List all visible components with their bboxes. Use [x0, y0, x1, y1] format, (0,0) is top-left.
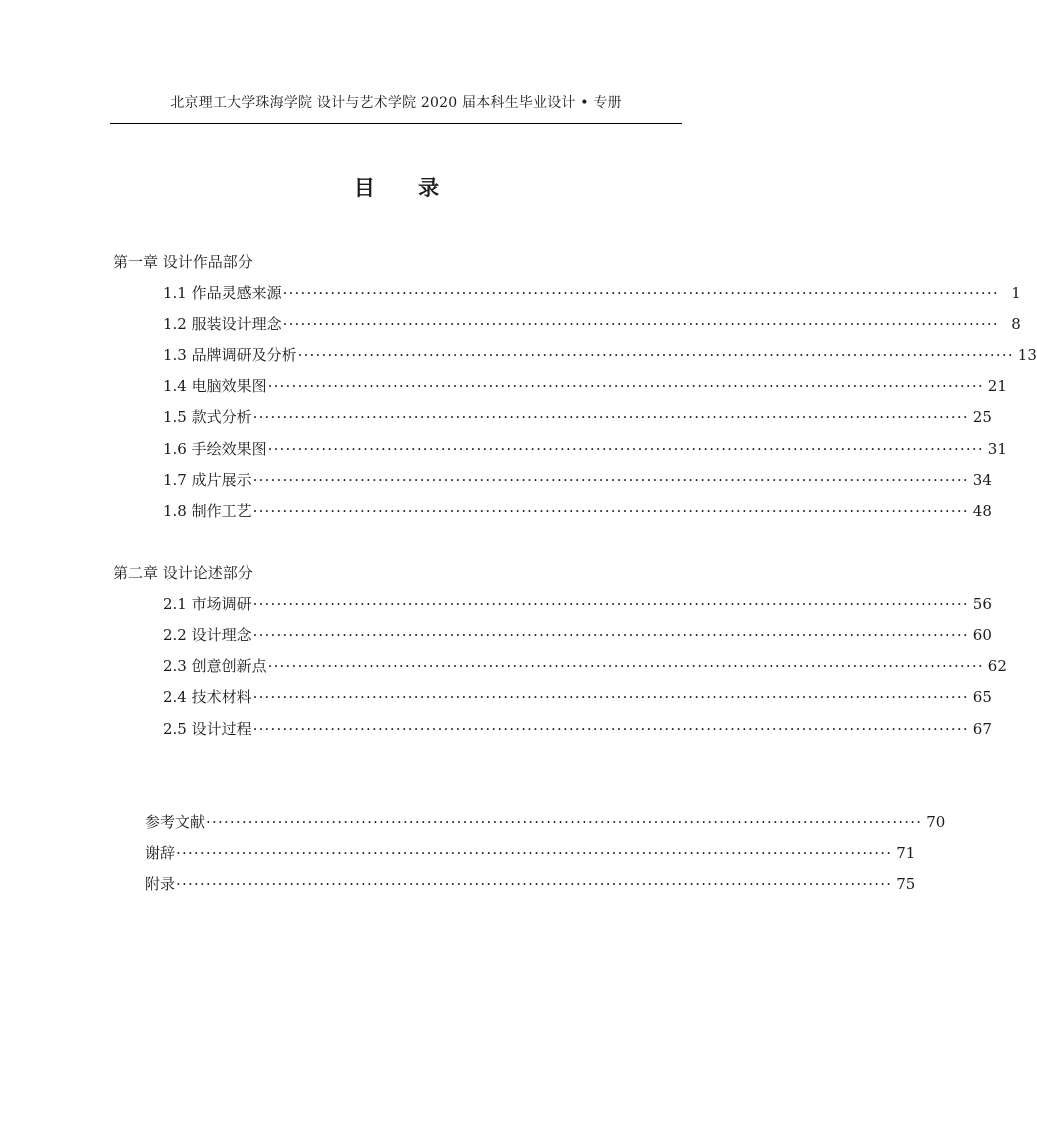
toc-entry-label: 1.5 款式分析 — [163, 408, 252, 426]
dot-leader: ························································································································ — [252, 502, 969, 520]
dot-leader: ························································································································ — [252, 595, 969, 613]
dot-leader: ························································································································ — [282, 284, 999, 302]
toc-entry-1-7[interactable] — [163, 469, 992, 490]
toc-entry-acknowledgements[interactable] — [145, 842, 916, 863]
dot-leader: ························································································································ — [267, 440, 984, 458]
toc-entry-label: 2.4 技术材料 — [163, 688, 252, 706]
chapter-1-title: 第一章 设计作品部分 — [113, 253, 253, 271]
toc-entry-2-3[interactable] — [163, 655, 1007, 676]
toc-entry-page: 71 — [896, 844, 916, 862]
toc-entry-label: 1.7 成片展示 — [163, 471, 252, 489]
toc-entry-1-3[interactable] — [163, 344, 1037, 365]
toc-entry-label: 1.1 作品灵感来源 — [163, 284, 282, 302]
toc-entry-label: 1.8 制作工艺 — [163, 502, 252, 520]
dot-leader: ························································································································ — [252, 408, 969, 426]
dot-leader: ························································································································ — [267, 377, 984, 395]
toc-entry-1-8[interactable] — [163, 500, 992, 521]
toc-entry-2-5[interactable] — [163, 718, 992, 739]
toc-entry-page: 70 — [926, 813, 946, 831]
running-header: 北京理工大学珠海学院 设计与艺术学院 2020 届本科生毕业设计 • 专册 — [170, 95, 622, 111]
dot-leader: ························································································································ — [297, 346, 1014, 364]
toc-entry-label: 2.5 设计过程 — [163, 720, 252, 738]
dot-leader: ························································································································ — [176, 875, 893, 893]
toc-entry-2-1[interactable] — [163, 593, 992, 614]
toc-entry-page: 65 — [972, 688, 992, 706]
toc-entry-label: 1.4 电脑效果图 — [163, 377, 267, 395]
toc-entry-1-4[interactable] — [163, 375, 1007, 396]
dot-leader: ························································································································ — [206, 813, 923, 831]
toc-entry-label: 附录 — [145, 875, 176, 893]
toc-entry-label: 2.2 设计理念 — [163, 626, 252, 644]
toc-entry-page: 1 — [1011, 284, 1021, 302]
toc-entry-1-5[interactable] — [163, 406, 992, 427]
toc-entry-page: 13 — [1017, 346, 1037, 364]
toc-entry-page: 62 — [987, 657, 1007, 675]
toc-entry-label: 谢辞 — [145, 844, 176, 862]
toc-entry-label: 2.1 市场调研 — [163, 595, 252, 613]
dot-leader: ························································································································ — [282, 315, 999, 333]
dot-leader: ························································································································ — [252, 688, 969, 706]
toc-entry-1-6[interactable] — [163, 438, 1007, 459]
toc-entry-page: 34 — [972, 471, 992, 489]
toc-entry-label: 1.3 品牌调研及分析 — [163, 346, 297, 364]
toc-entry-page: 21 — [987, 377, 1007, 395]
toc-entry-page: 60 — [972, 626, 992, 644]
toc-entry-label: 1.2 服装设计理念 — [163, 315, 282, 333]
toc-entry-1-1[interactable] — [163, 282, 1021, 303]
toc-entry-page: 67 — [972, 720, 992, 738]
toc-entry-page: 31 — [987, 440, 1007, 458]
dot-leader: ························································································································ — [176, 844, 893, 862]
toc-entry-2-2[interactable] — [163, 624, 992, 645]
dot-leader: ························································································································ — [252, 626, 969, 644]
toc-entry-references[interactable] — [145, 811, 946, 832]
toc-entry-page: 48 — [972, 502, 992, 520]
toc-entry-1-2[interactable] — [163, 313, 1021, 334]
toc-entry-label: 1.6 手绘效果图 — [163, 440, 267, 458]
toc-entry-2-4[interactable] — [163, 686, 992, 707]
toc-entry-page: 56 — [972, 595, 992, 613]
toc-entry-page: 8 — [1011, 315, 1021, 333]
header-divider — [110, 123, 682, 124]
toc-entry-appendix[interactable] — [145, 873, 916, 894]
toc-entry-label: 参考文献 — [145, 813, 206, 831]
dot-leader: ························································································································ — [252, 720, 969, 738]
dot-leader: ························································································································ — [252, 471, 969, 489]
toc-entry-page: 25 — [972, 408, 992, 426]
chapter-2-title: 第二章 设计论述部分 — [113, 564, 253, 582]
toc-title: 目 录 — [353, 176, 458, 200]
toc-entry-page: 75 — [896, 875, 916, 893]
toc-entry-label: 2.3 创意创新点 — [163, 657, 267, 675]
dot-leader: ························································································································ — [267, 657, 984, 675]
